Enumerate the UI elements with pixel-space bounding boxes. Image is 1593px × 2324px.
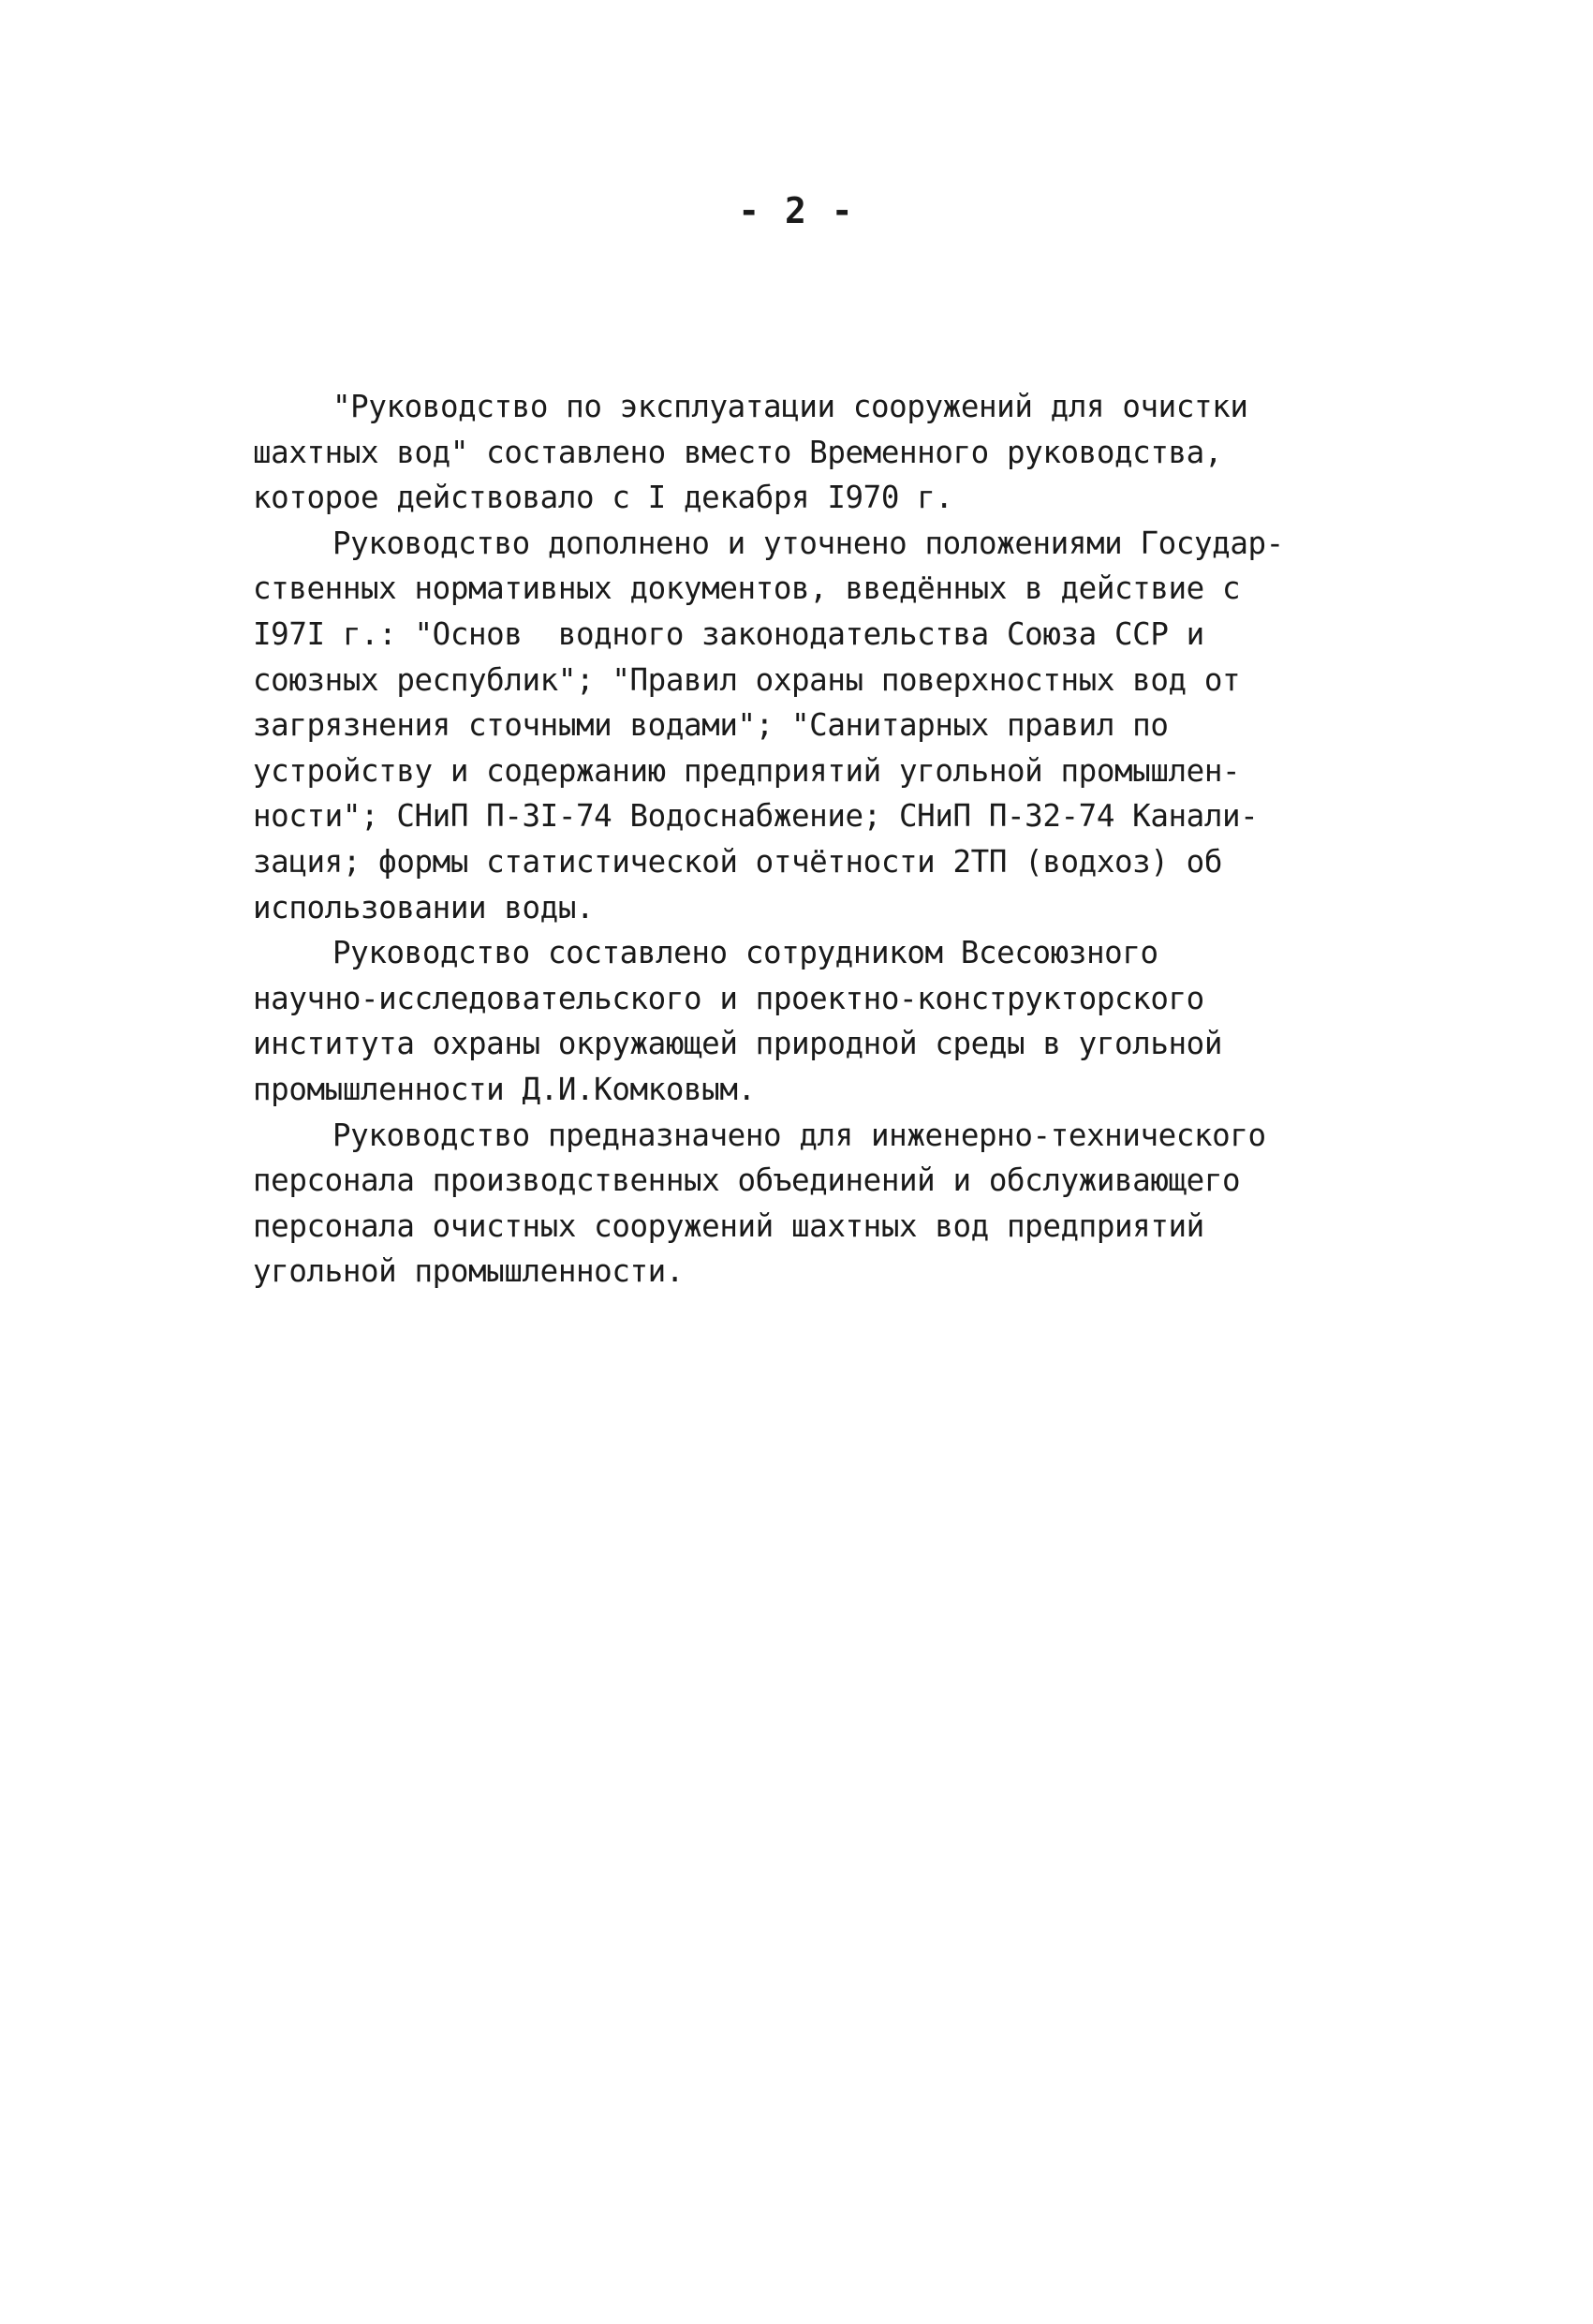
text-line: персонала производственных объединений и обслуживающего	[253, 1162, 1241, 1199]
text-line: зация; формы статистической отчётности 2ТП (водхоз) об	[253, 843, 1222, 880]
text-line: загрязнения сточными водами"; "Санитарных правил по	[253, 707, 1169, 744]
paragraph-3	[253, 930, 1358, 1112]
text-line: шахтных вод" составлено вместо Временного руководства,	[253, 434, 1222, 470]
text-line: промышленности Д.И.Комковым.	[253, 1071, 756, 1107]
text-line: Руководство дополнено и уточнено положениями Государ-	[332, 525, 1284, 561]
text-line: Руководство составлено сотрудником Всесоюзного	[332, 935, 1158, 971]
text-line: персонала очистных сооружений шахтных вод предприятий	[253, 1207, 1204, 1244]
text-line: союзных республик"; "Правил охраны поверхностных вод от	[253, 661, 1241, 698]
text-line: устройству и содержанию предприятий угольной промышлен-	[253, 752, 1241, 789]
text-line: Руководство предназначено для инженерно-технического	[332, 1117, 1266, 1153]
text-line: использовании воды.	[253, 889, 595, 925]
page-number: - 2 -	[738, 190, 855, 231]
paragraph-2	[253, 521, 1358, 930]
text-line: института охраны окружающей природной среды в угольной	[253, 1026, 1222, 1062]
text-line: ственных нормативных документов, введённых в действие с	[253, 570, 1241, 607]
text-line: I97I г.: "Основ водного законодательства Союза ССР и	[253, 615, 1204, 652]
text-line: которое действовало с I декабря I970 г.	[253, 480, 953, 516]
text-line: ности"; СНиП П-3I-74 Водоснабжение; СНиП П-32-74 Канали-	[253, 798, 1259, 835]
body-text	[253, 384, 1358, 1295]
text-line: угольной промышленности.	[253, 1253, 684, 1290]
paragraph-4	[253, 1113, 1358, 1295]
paragraph-1	[253, 384, 1358, 521]
text-line: научно-исследовательского и проектно-конструкторского	[253, 980, 1204, 1016]
text-line: "Руководство по эксплуатации сооружений для очистки	[332, 389, 1248, 424]
